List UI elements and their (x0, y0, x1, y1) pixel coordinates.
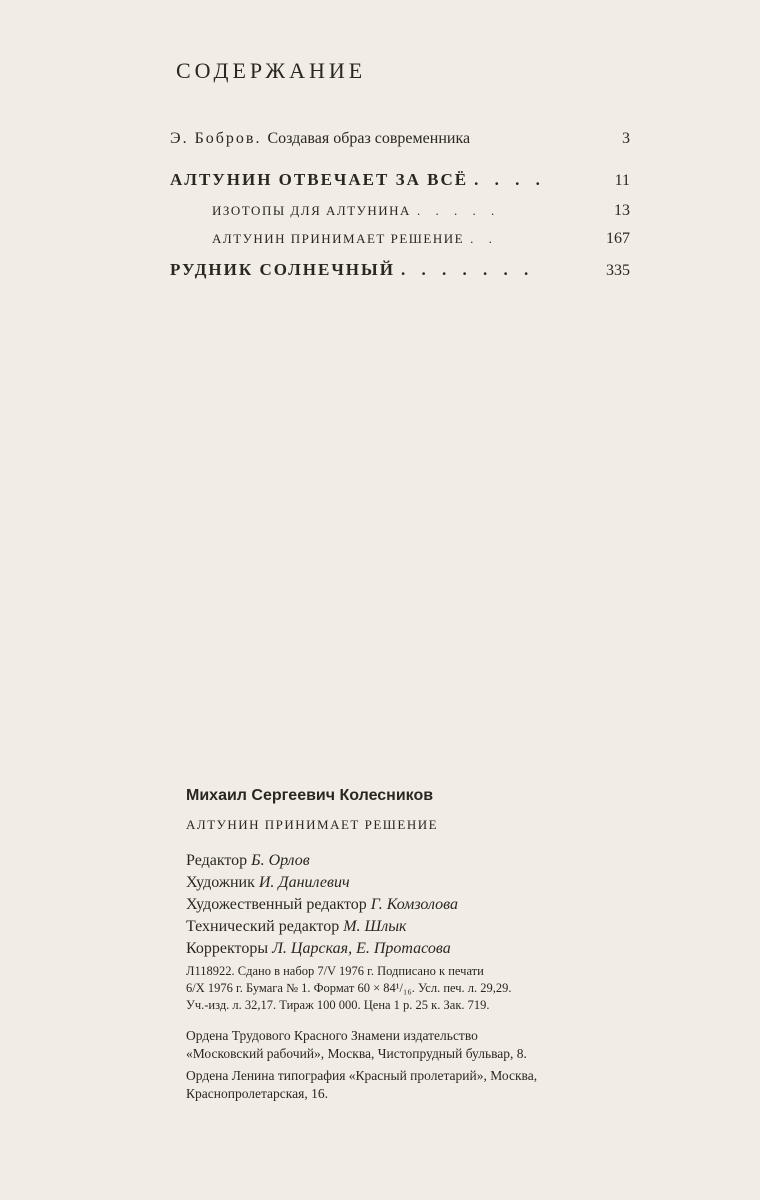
staff-line (186, 850, 458, 872)
imprint-line: Уч.-изд. л. 32,17. Тираж 100 000. Цена 1 р. 25 к. Зак. 719. (186, 998, 490, 1012)
staff-role: Редактор (186, 852, 248, 869)
publisher-line: Ордена Трудового Красного Знамени издательство (186, 1028, 478, 1043)
toc-leader-dots: . . . . . . . (400, 260, 535, 279)
staff-role: Технический редактор (186, 918, 340, 935)
toc-entry-page: 335 (606, 262, 630, 279)
imprint-line: Л118922. Сдано в набор 7/V 1976 г. Подписано к печати (186, 964, 484, 978)
colophon-author: Михаил Сергеевич Колесников (186, 787, 434, 804)
staff-line (186, 916, 458, 938)
colophon-title: АЛТУНИН ПРИНИМАЕТ РЕШЕНИЕ (186, 817, 439, 832)
toc-leader-dots: . . (470, 231, 498, 246)
staff-line (186, 872, 458, 894)
publisher-line: «Московский рабочий», Москва, Чистопрудный бульвар, 8. (186, 1046, 527, 1061)
staff-role: Художественный редактор (186, 896, 367, 913)
staff-role: Художник (186, 874, 255, 891)
printer-line: Краснопролетарская, 16. (186, 1086, 328, 1101)
toc-entry-part1 (170, 170, 630, 190)
toc-entry-page: 11 (614, 172, 630, 189)
publisher-info (186, 1027, 527, 1063)
toc-entry-title: АЛТУНИН ПРИНИМАЕТ РЕШЕНИЕ (212, 231, 465, 246)
toc-entry-part2 (170, 260, 630, 280)
staff-line (186, 894, 458, 916)
toc-entry-title: ИЗОТОПЫ ДЛЯ АЛТУНИНА (212, 203, 411, 218)
toc-leader-dots: . . . . . (416, 203, 501, 218)
staff-role: Корректоры (186, 940, 269, 957)
toc-entry-page: 13 (614, 202, 630, 219)
staff-line (186, 938, 458, 960)
toc-entry-title: РУДНИК СОЛНЕЧНЫЙ (170, 260, 395, 279)
staff-name: И. Данилевич (258, 874, 350, 891)
colophon-staff (186, 850, 458, 960)
printer-info (186, 1067, 537, 1103)
toc-entry-intro (170, 130, 630, 148)
staff-name: Г. Комзолова (370, 896, 458, 913)
toc-entry-author: Э. Бобров. (170, 130, 262, 147)
toc-entry-page: 167 (606, 230, 630, 247)
toc-entry-sub1 (212, 202, 630, 220)
imprint-line: 6/X 1976 г. Бумага № 1. Формат 60 × 84¹/₁₆. Усл. печ. л. 29,29. (186, 981, 512, 995)
toc-entry-sub2 (212, 230, 630, 248)
imprint-details (186, 963, 676, 1014)
toc-entry-page: 3 (622, 130, 630, 147)
contents-heading: СОДЕРЖАНИЕ (176, 58, 367, 83)
toc-entry-title: Создавая образ современника (267, 130, 471, 147)
toc-leader-dots: . . . . (474, 170, 546, 189)
staff-name: Б. Орлов (251, 852, 310, 869)
staff-name: М. Шлык (343, 918, 407, 935)
toc-entry-title: АЛТУНИН ОТВЕЧАЕТ ЗА ВСЁ (170, 170, 469, 189)
staff-name: Л. Царская, Е. Протасова (272, 940, 451, 957)
printer-line: Ордена Ленина типография «Красный пролетарий», Москва, (186, 1068, 538, 1083)
